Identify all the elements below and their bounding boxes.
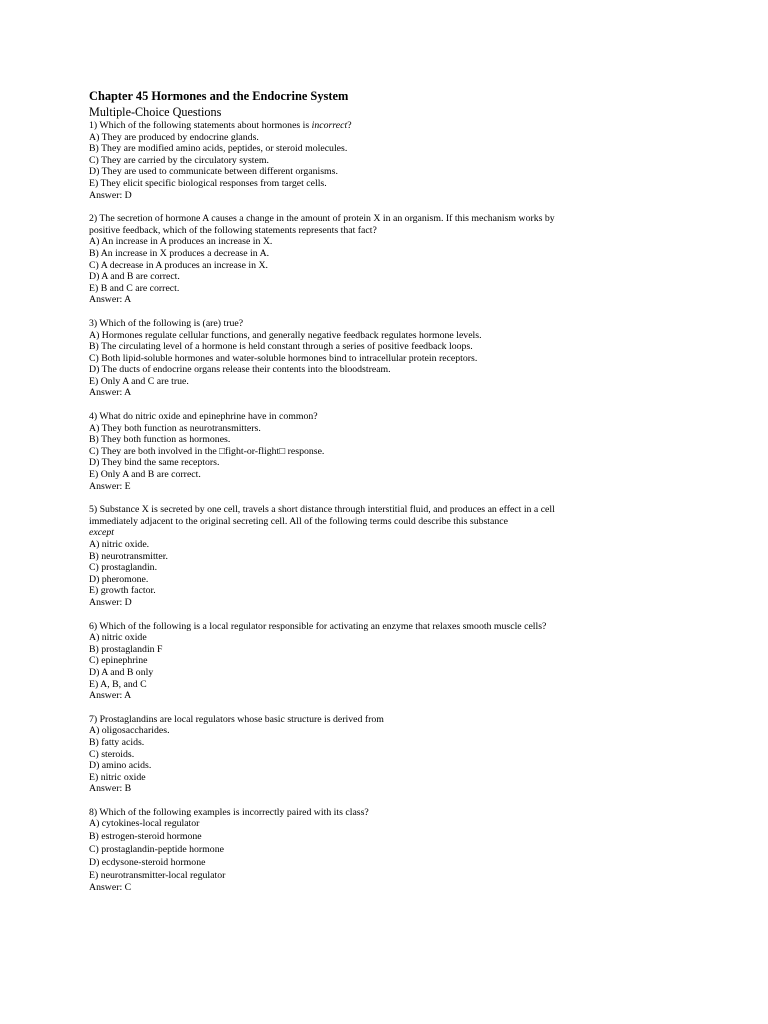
- answer-key: Answer: B: [89, 783, 132, 795]
- chapter-title: Chapter 45 Hormones and the Endocrine System: [89, 89, 349, 103]
- answer-option: D) A and B are correct.: [89, 271, 180, 283]
- question-stem-end: ?: [347, 120, 352, 131]
- answer-option: E) Only A and B are correct.: [89, 469, 201, 481]
- question-text: [89, 120, 559, 132]
- answer-options: [89, 818, 728, 882]
- answer-options: [89, 423, 728, 481]
- question-block: [89, 318, 728, 399]
- question-block: [89, 621, 728, 702]
- answer-option: C) They are carried by the circulatory system.: [89, 154, 269, 166]
- answer-option: C) epinephrine: [89, 655, 148, 667]
- answer-option: D) They are used to communicate between different organisms.: [89, 166, 338, 178]
- answer-option: C) prostaglandin-peptide hormone: [89, 844, 224, 856]
- question-text: [89, 621, 559, 633]
- answer-option: B) The circulating level of a hormone is held constant through a series of positive feedback loops.: [89, 341, 473, 353]
- question-stem: 8) Which of the following examples is incorrectly paired with its class?: [89, 806, 369, 818]
- answer-option: D) amino acids.: [89, 760, 152, 772]
- answer-option: E) nitric oxide: [89, 771, 146, 783]
- answer-options: [89, 132, 728, 190]
- answer-option: D) A and B only: [89, 666, 154, 678]
- question-stem: 4) What do nitric oxide and epinephrine have in common?: [89, 411, 318, 423]
- question-stem: 6) Which of the following is a local regulator responsible for activating an enzyme that relaxes smooth muscle cells?: [89, 620, 547, 632]
- question-stem: 1) Which of the following statements about hormones is: [89, 120, 312, 131]
- answer-option: D) pheromone.: [89, 573, 149, 585]
- question-stem: 5) Substance X is secreted by one cell, travels a short distance through interstitial fluid, and produces an effect in a cell immediately adjacent to the original secreting cell. All of the following terms could describe this substance: [89, 504, 555, 527]
- section-title: Multiple-Choice Questions: [89, 105, 222, 119]
- question-block: [89, 120, 728, 201]
- answer-option: C) steroids.: [89, 748, 135, 760]
- question-stem: 2) The secretion of hormone A causes a change in the amount of protein X in an organism. If this mechanism works by positive feedback, which of the following statements represents that fact?: [89, 213, 555, 236]
- question-text: [89, 411, 559, 423]
- answer-option: E) growth factor.: [89, 585, 156, 597]
- answer-option: A) An increase in A produces an increase in X.: [89, 236, 273, 248]
- question-block: [89, 504, 728, 608]
- question-text: [89, 504, 559, 539]
- question-emphasis: incorrect: [311, 120, 348, 131]
- answer-options: [89, 725, 728, 783]
- question-block: [89, 714, 728, 795]
- answer-option: A) They are produced by endocrine glands.: [89, 131, 259, 143]
- answer-key: Answer: D: [89, 189, 132, 201]
- answer-options: [89, 632, 728, 690]
- answer-option: B) An increase in X produces a decrease in A.: [89, 247, 270, 259]
- answer-option: C) Both lipid-soluble hormones and water-soluble hormones bind to intracellular protein receptors.: [89, 352, 478, 364]
- question-block: [89, 807, 728, 895]
- answer-option: A) They both function as neurotransmitters.: [89, 422, 261, 434]
- answer-option: B) They both function as hormones.: [89, 434, 231, 446]
- answer-key: Answer: A: [89, 690, 132, 702]
- question-list: [89, 120, 728, 895]
- question-text: [89, 213, 559, 236]
- answer-option: D) The ducts of endocrine organs release their contents into the bloodstream.: [89, 364, 391, 376]
- answer-option: C) They are both involved in the □fight-or-flight□ response.: [89, 445, 325, 457]
- answer-option: A) nitric oxide: [89, 632, 147, 644]
- question-emphasis: except: [89, 527, 115, 539]
- answer-option: D) They bind the same receptors.: [89, 457, 220, 469]
- answer-option: D) ecdysone-steroid hormone: [89, 856, 206, 868]
- answer-option: B) fatty acids.: [89, 736, 145, 748]
- answer-option: B) neurotransmitter.: [89, 550, 168, 562]
- answer-option: A) oligosaccharides.: [89, 725, 170, 737]
- answer-option: B) prostaglandin F: [89, 643, 163, 655]
- question-text: [89, 807, 559, 819]
- question-stem: 3) Which of the following is (are) true?: [89, 317, 244, 329]
- answer-option: B) They are modified amino acids, peptides, or steroid molecules.: [89, 143, 348, 155]
- answer-option: A) cytokines-local regulator: [89, 818, 200, 830]
- question-text: [89, 714, 559, 726]
- question-text: [89, 318, 559, 330]
- answer-key: Answer: E: [89, 480, 131, 492]
- answer-key: Answer: C: [89, 882, 132, 894]
- answer-option: A) Hormones regulate cellular functions, and generally negative feedback regulates hormone levels.: [89, 329, 482, 341]
- answer-option: E) A, B, and C: [89, 678, 147, 690]
- answer-option: C) A decrease in A produces an increase in X.: [89, 259, 269, 271]
- answer-key: Answer: D: [89, 596, 132, 608]
- answer-options: [89, 330, 728, 388]
- answer-option: C) prostaglandin.: [89, 562, 158, 574]
- answer-key: Answer: A: [89, 294, 132, 306]
- question-stem: 7) Prostaglandins are local regulators whose basic structure is derived from: [89, 713, 384, 725]
- answer-option: A) nitric oxide.: [89, 539, 150, 550]
- answer-option: E) neurotransmitter-local regulator: [89, 869, 226, 881]
- answer-options: [89, 236, 728, 294]
- answer-options: [89, 539, 728, 597]
- question-block: [89, 213, 728, 306]
- answer-key: Answer: A: [89, 387, 132, 399]
- answer-option: B) estrogen-steroid hormone: [89, 831, 202, 843]
- answer-option: E) B and C are correct.: [89, 282, 180, 294]
- question-block: [89, 411, 728, 492]
- answer-option: E) Only A and C are true.: [89, 375, 189, 387]
- answer-option: E) They elicit specific biological responses from target cells.: [89, 177, 327, 189]
